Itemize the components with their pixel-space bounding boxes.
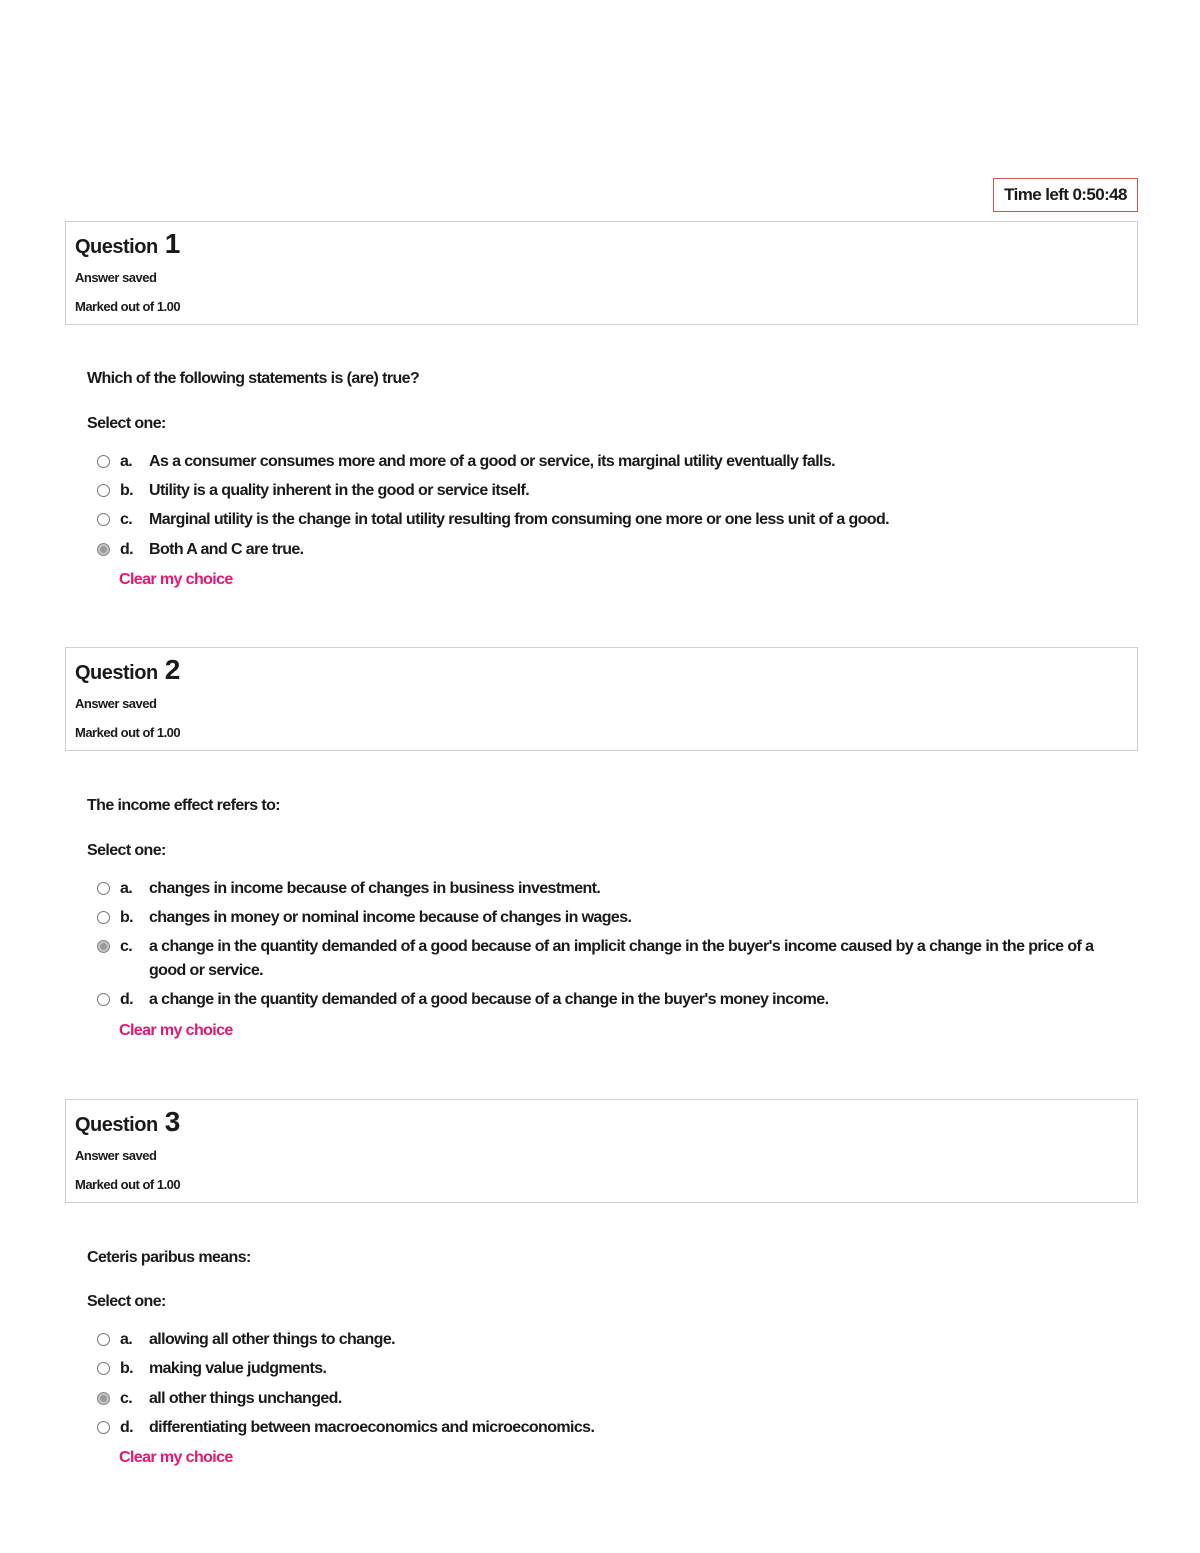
time-left-indicator: Time left 0:50:48 (993, 178, 1138, 212)
option-letter: a. (120, 453, 133, 470)
option-letter: a. (120, 880, 133, 897)
option-letter: b. (120, 909, 134, 926)
radio-button[interactable] (97, 1362, 110, 1375)
radio-button[interactable] (97, 1333, 110, 1346)
option-letter: b. (120, 482, 134, 499)
question-2-info-box (65, 647, 1138, 751)
radio-button-selected[interactable] (97, 543, 110, 556)
question-2-text: The income effect refers to: (87, 797, 281, 814)
question-3-number: 3 (164, 1106, 180, 1137)
question-3-clear-choice-link[interactable]: Clear my choice (119, 1449, 233, 1466)
question-1-state: Answer saved (75, 270, 157, 285)
question-2-state: Answer saved (75, 696, 157, 711)
option-letter: d. (120, 991, 134, 1008)
option-text: a change in the quantity demanded of a good because of a change in the buyer's money income. (149, 991, 829, 1008)
option-text: differentiating between macroeconomics and microeconomics. (149, 1419, 595, 1436)
question-2-clear-choice-link[interactable]: Clear my choice (119, 1022, 233, 1039)
option-letter: c. (120, 938, 133, 955)
option-text: a change in the quantity demanded of a good because of an implicit change in the buyer's income caused by a change in the price of a good or service. (149, 938, 1094, 979)
radio-button[interactable] (97, 455, 110, 468)
radio-button[interactable] (97, 1421, 110, 1434)
radio-button-selected[interactable] (97, 1392, 110, 1405)
option-text: making value judgments. (149, 1360, 327, 1377)
option-text: allowing all other things to change. (149, 1331, 395, 1348)
option-text: changes in money or nominal income because of changes in wages. (149, 909, 632, 926)
radio-button[interactable] (97, 993, 110, 1006)
question-3-text: Ceteris paribus means: (87, 1249, 251, 1266)
question-1-select-label: Select one: (87, 415, 166, 432)
radio-button[interactable] (97, 513, 110, 526)
option-letter: b. (120, 1360, 134, 1377)
question-1-mark: Marked out of 1.00 (75, 299, 181, 314)
question-3-mark: Marked out of 1.00 (75, 1177, 181, 1192)
question-1-number: 1 (164, 228, 180, 259)
question-3-info-box (65, 1099, 1138, 1203)
question-3-title: Question 3 (75, 1106, 180, 1137)
question-3-select-label: Select one: (87, 1293, 166, 1310)
option-letter: c. (120, 511, 133, 528)
radio-button[interactable] (97, 882, 110, 895)
question-2-select-label: Select one: (87, 842, 166, 859)
question-1-info-box (65, 221, 1138, 325)
question-2-title: Question 2 (75, 654, 180, 685)
question-1-text: Which of the following statements is (are) true? (87, 370, 420, 387)
option-text: changes in income because of changes in business investment. (149, 880, 601, 897)
option-text: Marginal utility is the change in total utility resulting from consuming one more or one less unit of a good. (149, 511, 889, 528)
question-2-mark: Marked out of 1.00 (75, 725, 181, 740)
question-1-title: Question 1 (75, 228, 180, 259)
option-text: Utility is a quality inherent in the good or service itself. (149, 482, 530, 499)
question-2-number: 2 (164, 654, 180, 685)
option-letter: a. (120, 1331, 133, 1348)
question-3-state: Answer saved (75, 1148, 157, 1163)
option-letter: d. (120, 541, 134, 558)
radio-button[interactable] (97, 484, 110, 497)
radio-button-selected[interactable] (97, 940, 110, 953)
option-letter: d. (120, 1419, 134, 1436)
option-text: all other things unchanged. (149, 1390, 342, 1407)
question-1-clear-choice-link[interactable]: Clear my choice (119, 571, 233, 588)
option-text: Both A and C are true. (149, 541, 304, 558)
option-letter: c. (120, 1390, 133, 1407)
option-text: As a consumer consumes more and more of a good or service, its marginal utility eventually falls. (149, 453, 836, 470)
radio-button[interactable] (97, 911, 110, 924)
